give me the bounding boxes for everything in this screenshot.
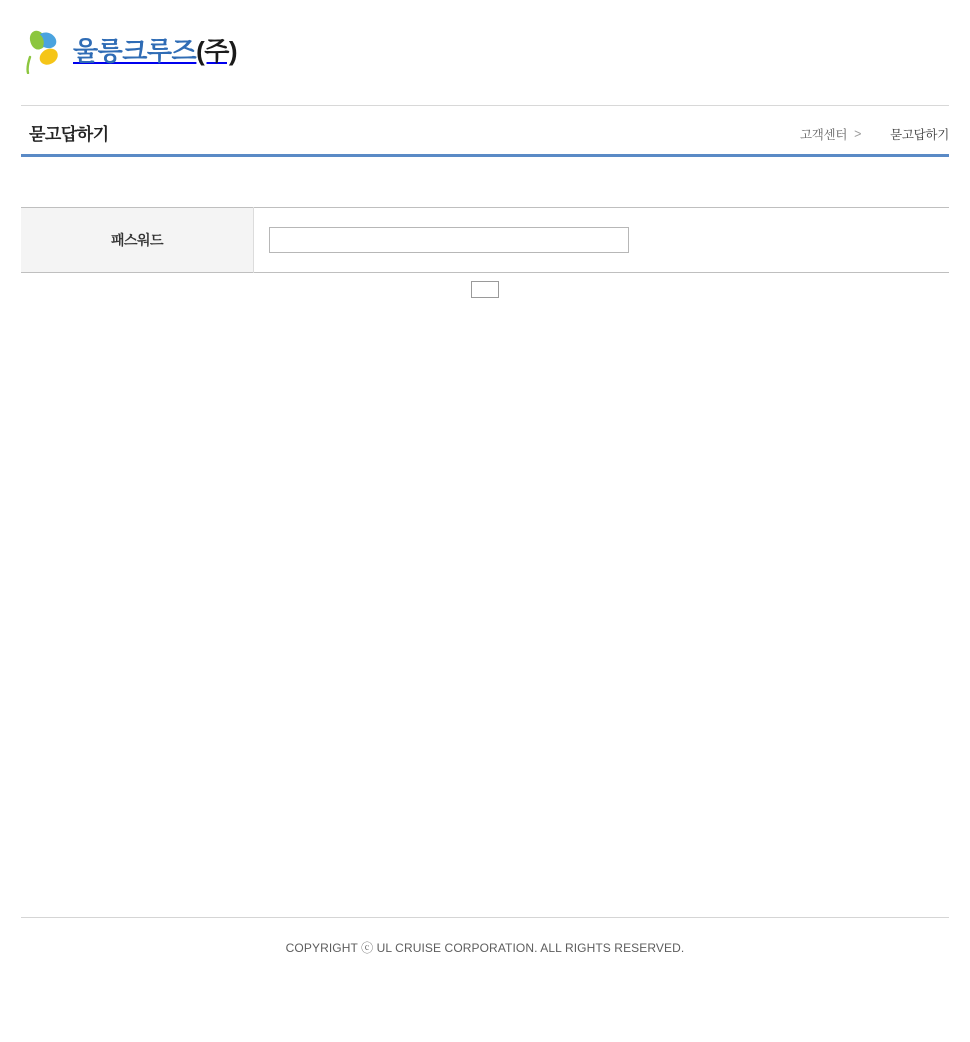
pinwheel-flower-logo-icon <box>21 28 63 74</box>
password-field-cell <box>254 208 950 273</box>
password-form-area <box>21 157 949 298</box>
site-footer <box>21 917 949 956</box>
password-table <box>21 207 949 273</box>
breadcrumb-root[interactable]: 고객센터 <box>800 128 848 142</box>
logo-text-main: 울릉크루즈 <box>73 36 197 66</box>
submit-button[interactable] <box>471 281 499 298</box>
breadcrumb-separator-icon: > <box>854 127 862 141</box>
button-row <box>21 281 949 298</box>
logo-text-suffix: (주) <box>196 36 238 66</box>
page-title-bar <box>21 105 949 157</box>
breadcrumb-current: 묻고답하기 <box>890 128 949 142</box>
page-title: 묻고답하기 <box>29 125 109 144</box>
site-logo-text <box>73 38 237 64</box>
site-header <box>0 0 970 105</box>
breadcrumb <box>800 125 949 143</box>
site-logo-link[interactable] <box>21 28 237 74</box>
password-label: 패스워드 <box>21 208 254 273</box>
password-input[interactable] <box>269 227 629 253</box>
table-row <box>21 208 949 273</box>
copyright-text: COPYRIGHT ⓒ UL CRUISE CORPORATION. ALL RIGHTS RESERVED. <box>285 941 685 955</box>
